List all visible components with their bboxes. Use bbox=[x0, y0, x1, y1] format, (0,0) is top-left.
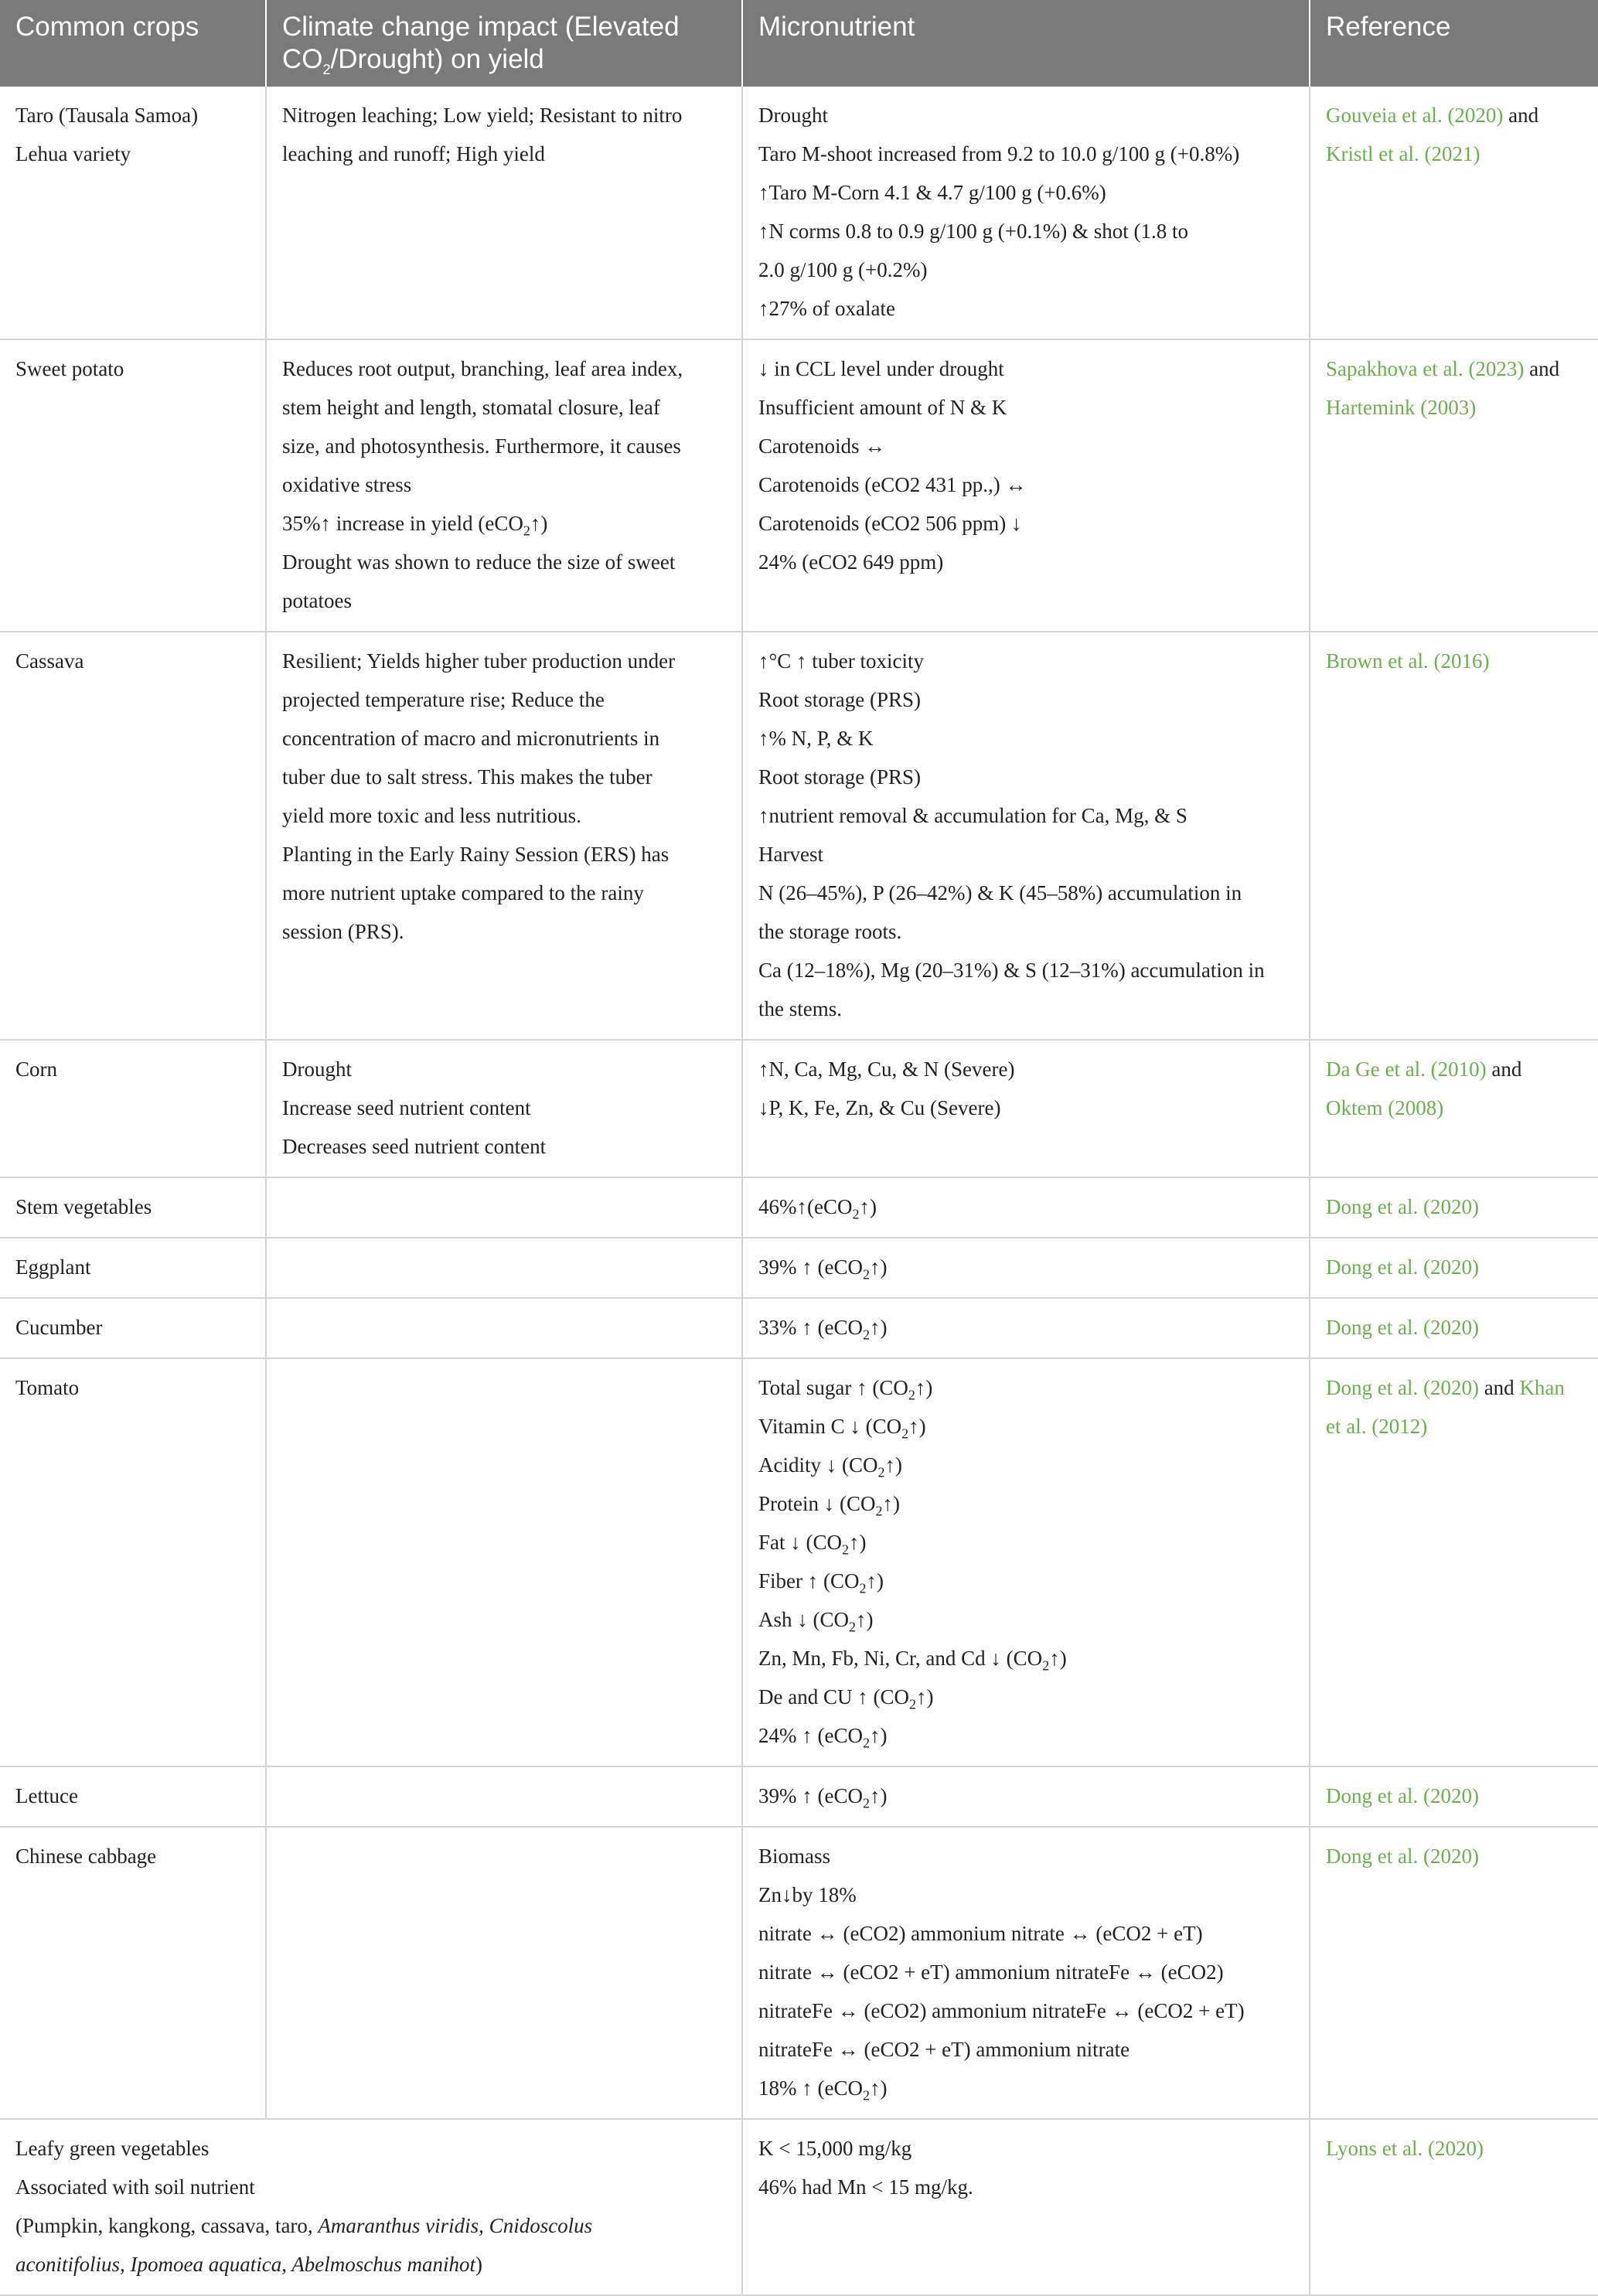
reference-link[interactable]: Dong et al. (2020) bbox=[1326, 1845, 1479, 1868]
micronutrient-cell: ↑°C ↑ tuber toxicity Root storage (PRS) ↑% N, P, & K Root storage (PRS) ↑nutrient removal & accumulation for Ca, Mg, & S Harvest N (26–45%), P (26–42%) & K (45–58%) accumulation in the storage roots. Ca (12–18%), Mg (20–31%) & S (12–31%) accumulation in the stems. bbox=[742, 632, 1310, 1040]
crop-cell: Taro (Tausala Samoa) Lehua variety bbox=[0, 87, 266, 339]
micronutrient-cell: 46%↑(eCO$_2$↑) bbox=[742, 1177, 1310, 1238]
crop-cell: Corn bbox=[0, 1040, 266, 1177]
micronutrient-cell: Total sugar ↑ $(CO_2↑)$ Vitamin C ↓ $(CO_2↑)$ Acidity ↓ $(CO_2↑)$ Protein ↓ $(CO_2↑)$ Fat ↓ $(CO_2↑)$ Fiber ↑ $(CO_2↑)$ Ash ↓ $(CO_2↑)$ Zn, Mn, Fb, Ni, Cr, and Cd ↓ $(CO_2↑)$ De and CU ↑ $(CO_2↑)$ 24% ↑ (eCO$_2$↑) bbox=[742, 1358, 1310, 1766]
header-climate-impact: Climate change impact (Elevated $CO_2/Drought$) on yield bbox=[266, 0, 742, 87]
impact-cell: Drought Increase seed nutrient content Decreases seed nutrient content bbox=[266, 1040, 742, 1177]
impact-cell bbox=[266, 1238, 742, 1298]
table-row bbox=[0, 1827, 1598, 2119]
table-row bbox=[0, 87, 1598, 339]
impact-cell: Reduces root output, branching, leaf area index, stem height and length, stomatal closure, leaf size, and photosynthesis. Furthermore, it causes oxidative stress 35%↑ increase in yield (eCO$_2$↑) Drought was shown to reduce the size of sweet potatoes bbox=[266, 339, 742, 632]
table-row bbox=[0, 1177, 1598, 1238]
reference-cell: Gouveia et al. (2020) and Kristl et al. (2021) bbox=[1310, 87, 1598, 339]
reference-cell bbox=[1310, 1827, 1598, 2119]
crop-cell: Stem vegetables bbox=[0, 1177, 266, 1238]
crop-cell: Cassava bbox=[0, 632, 266, 1040]
header-common-crops: Common crops bbox=[0, 0, 266, 87]
table-row bbox=[0, 1766, 1598, 1827]
reference-link[interactable]: Brown et al. (2016) bbox=[1326, 649, 1490, 673]
reference-link[interactable]: et al. (2012) bbox=[1326, 1415, 1428, 1438]
micronutrient-cell: ↓ in CCL level under drought Insufficient amount of N & K Carotenoids ↔ Carotenoids (eCO2 431 pp.,) ↔ Carotenoids (eCO2 506 ppm) ↓ 24% (eCO2 649 ppm) bbox=[742, 339, 1310, 632]
table-row bbox=[0, 2119, 1598, 2295]
table-row bbox=[0, 1238, 1598, 1298]
micronutrient-cell: Biomass Zn↓by 18% nitrate ↔ (eCO2) ammonium nitrate ↔ (eCO2 + eT) nitrate ↔ (eCO2 + eT) ammonium nitrateFe ↔ (eCO2) nitrateFe ↔ (eCO2) ammonium nitrateFe ↔ (eCO2 + eT) nitrateFe ↔ (eCO2 + eT) ammonium nitrate 18% ↑ (eCO$_2$↑) bbox=[742, 1827, 1310, 2119]
reference-link[interactable]: Dong et al. (2020) bbox=[1326, 1376, 1479, 1399]
reference-link[interactable]: Oktem (2008) bbox=[1326, 1096, 1444, 1119]
crop-cell: Lettuce bbox=[0, 1766, 266, 1827]
impact-cell bbox=[266, 1177, 742, 1238]
header-reference: Reference bbox=[1310, 0, 1598, 87]
reference-cell bbox=[1310, 1766, 1598, 1827]
reference-link[interactable]: Hartemink (2003) bbox=[1326, 396, 1477, 419]
micronutrient-cell: 39% ↑ (eCO$_2$↑) bbox=[742, 1766, 1310, 1827]
crop-cell: Tomato bbox=[0, 1358, 266, 1766]
reference-link[interactable]: Gouveia et al. (2020) bbox=[1326, 104, 1504, 127]
table-row bbox=[0, 1040, 1598, 1177]
micronutrient-cell: K < 15,000 mg/kg 46% had Mn < 15 mg/kg. bbox=[742, 2119, 1310, 2295]
reference-link[interactable]: Sapakhova et al. (2023) bbox=[1326, 357, 1525, 380]
header-micronutrient: Micronutrient bbox=[742, 0, 1310, 87]
reference-link[interactable]: Dong et al. (2020) bbox=[1326, 1316, 1479, 1339]
impact-cell: Nitrogen leaching; Low yield; Resistant to nitro leaching and runoff; High yield bbox=[266, 87, 742, 339]
table-row bbox=[0, 632, 1598, 1040]
reference-link[interactable]: Dong et al. (2020) bbox=[1326, 1255, 1479, 1279]
crop-cell: Eggplant bbox=[0, 1238, 266, 1298]
table-row bbox=[0, 339, 1598, 632]
reference-cell bbox=[1310, 2119, 1598, 2295]
impact-cell bbox=[266, 1827, 742, 2119]
reference-link[interactable]: Da Ge et al. (2010) bbox=[1326, 1058, 1487, 1081]
reference-link[interactable]: Dong et al. (2020) bbox=[1326, 1195, 1479, 1218]
table-row bbox=[0, 1358, 1598, 1766]
reference-cell bbox=[1310, 1238, 1598, 1298]
impact-cell bbox=[266, 1766, 742, 1827]
micronutrient-cell: 39% ↑ (eCO$_2$↑) bbox=[742, 1238, 1310, 1298]
micronutrient-cell: Drought Taro M-shoot increased from 9.2 to 10.0 g/100 g (+0.8%) ↑Taro M-Corn 4.1 & 4.7 g/100 g (+0.6%) ↑N corms 0.8 to 0.9 g/100 g (+0.1%) & shot (1.8 to 2.0 g/100 g (+0.2%) ↑27% of oxalate bbox=[742, 87, 1310, 339]
reference-cell bbox=[1310, 632, 1598, 1040]
impact-cell bbox=[266, 1298, 742, 1358]
table-row bbox=[0, 1298, 1598, 1358]
reference-link[interactable]: Dong et al. (2020) bbox=[1326, 1784, 1479, 1807]
reference-link[interactable]: Kristl et al. (2021) bbox=[1326, 142, 1480, 165]
crop-cell: Chinese cabbage bbox=[0, 1827, 266, 2119]
crop-cell: Sweet potato bbox=[0, 339, 266, 632]
impact-cell bbox=[266, 1358, 742, 1766]
crop-cell-merged: Leafy green vegetables Associated with soil nutrient (Pumpkin, kangkong, cassava, taro, Amaranthus viridis, Cnidoscolus aconitifolius, Ipomoea aquatica, Abelmoschus manihot) bbox=[0, 2119, 742, 2295]
reference-cell: Da Ge et al. (2010) and Oktem (2008) bbox=[1310, 1040, 1598, 1177]
impact-cell: Resilient; Yields higher tuber production under projected temperature rise; Reduce the concentration of macro and micronutrients in tuber due to salt stress. This makes the tuber yield more toxic and less nutritious. Planting in the Early Rainy Session (ERS) has more nutrient uptake compared to the rainy session (PRS). bbox=[266, 632, 742, 1040]
reference-cell: Dong et al. (2020) and Khan et al. (2012) bbox=[1310, 1358, 1598, 1766]
reference-cell bbox=[1310, 1298, 1598, 1358]
reference-cell: Sapakhova et al. (2023) and Hartemink (2003) bbox=[1310, 339, 1598, 632]
reference-cell bbox=[1310, 1177, 1598, 1238]
reference-link[interactable]: Khan bbox=[1519, 1376, 1565, 1399]
reference-link[interactable]: Lyons et al. (2020) bbox=[1326, 2137, 1484, 2160]
table-header-row bbox=[0, 0, 1598, 87]
crop-cell: Cucumber bbox=[0, 1298, 266, 1358]
micronutrient-cell: ↑N, Ca, Mg, Cu, & N (Severe) ↓P, K, Fe, Zn, & Cu (Severe) bbox=[742, 1040, 1310, 1177]
micronutrient-cell: 33% ↑ (eCO$_2$↑) bbox=[742, 1298, 1310, 1358]
